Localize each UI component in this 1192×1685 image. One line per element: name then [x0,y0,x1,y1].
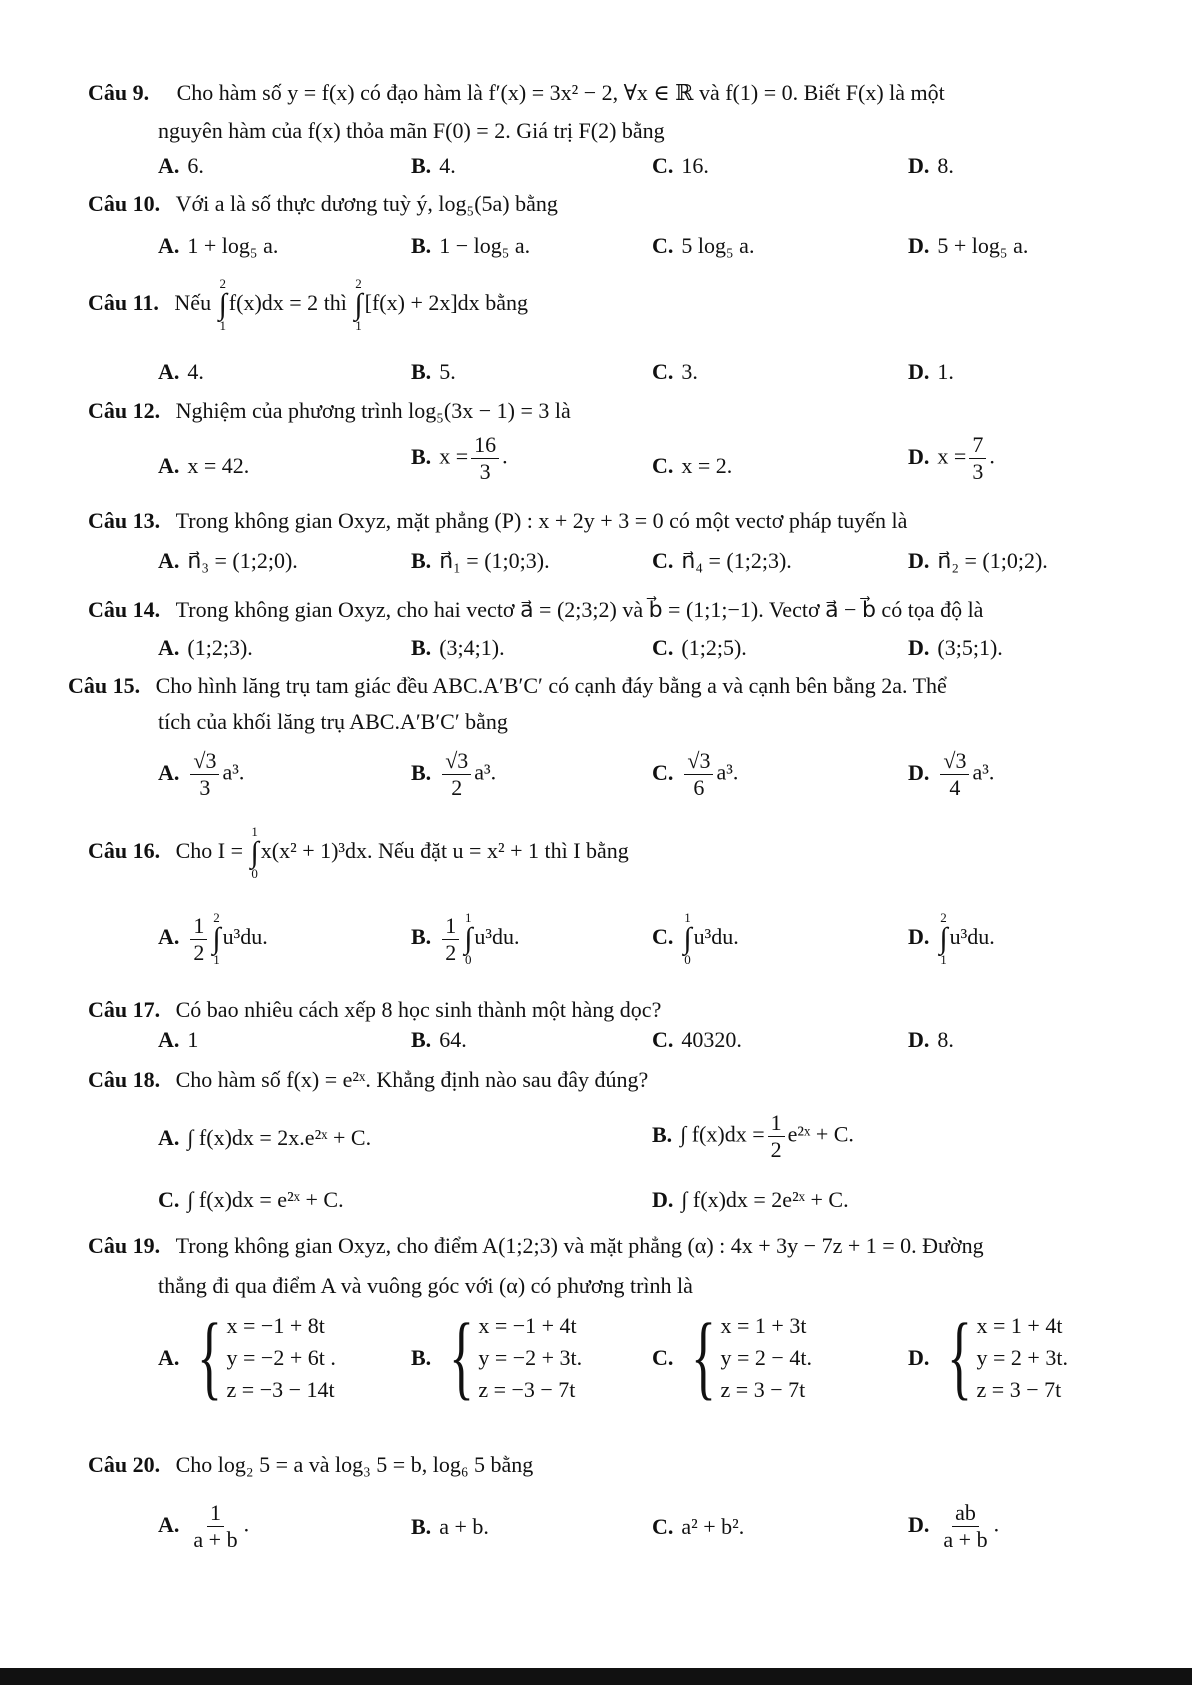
equation: z = 3 − 7t [976,1377,1062,1402]
equation: z = 3 − 7t [720,1377,806,1402]
option-label: C. [652,924,674,950]
option-label: D. [908,153,930,178]
upper-limit: 1 [465,910,472,925]
option-label: C. [652,1514,674,1539]
question-text: Nghiệm của phương trình log₅(3x − 1) = 3 là [175,398,571,423]
option-text: 1. [937,359,954,384]
integrand: x(x² + 1)³dx. [260,838,373,864]
question-13-line1 [88,507,907,535]
denominator: 3 [199,775,211,800]
option-label: B. [411,443,432,469]
option-a[interactable] [158,358,204,386]
option-text: 40320. [681,1027,742,1052]
option-b[interactable] [411,1305,583,1409]
option-text: 3. [681,359,698,384]
fraction [190,748,219,801]
equation: x = −1 + 4t [478,1313,577,1338]
option-d[interactable] [908,748,994,801]
equation: y = 2 + 3t. [976,1345,1068,1370]
lower-limit: 0 [684,952,691,967]
question-number: Câu 10. [88,191,161,216]
option-text: x = [439,443,469,469]
question-16-line1 [88,826,629,880]
option-label: A. [158,1027,180,1052]
option-text: 64. [439,1027,467,1052]
denominator: 2 [770,1137,782,1162]
numerator: 1 [768,1110,785,1137]
option-label: D. [652,1187,674,1212]
option-c[interactable] [652,358,698,386]
option-text: 1 + log₅ a. [187,233,279,258]
denominator: 4 [949,775,961,800]
option-label: D. [908,359,930,384]
option-label: A. [158,759,180,785]
question-number: Câu 15. [68,673,141,698]
integral-sign: 2 ∫ 1 [939,910,948,967]
option-text: 1 − log₅ a. [439,233,531,258]
equation: y = −2 + 6t . [226,1345,336,1370]
option-label: B. [411,548,432,573]
option-label: B. [411,924,432,950]
option-b[interactable] [411,748,496,801]
question-17-line1 [88,996,661,1024]
option-a[interactable] [158,634,253,662]
denominator: 3 [479,459,491,484]
numerator: √3 [442,748,471,775]
question-number: Câu 11. [88,290,159,316]
question-text: Cho I = [175,838,244,864]
option-text: a³. [716,759,739,785]
option-a[interactable] [158,1124,371,1152]
upper-limit: 1 [251,824,258,839]
option-text: 8. [937,153,954,178]
numerator: √3 [940,748,969,775]
option-d[interactable] [908,912,995,966]
option-a[interactable] [158,748,244,801]
question-number: Câu 12. [88,398,161,423]
option-c[interactable] [652,912,739,966]
integral-sign: 1 ∫ 0 [464,910,473,967]
question-9-line1 [88,79,945,107]
option-b[interactable] [411,152,456,180]
question-number: Câu 19. [88,1233,161,1258]
option-text: ∫ f(x)dx = [680,1121,765,1147]
option-label: D. [908,548,930,573]
question-10-line1 [88,190,558,218]
integrand: f(x)dx = 2 [228,290,319,316]
equation: x = −1 + 8t [226,1313,325,1338]
upper-limit: 2 [355,276,362,291]
option-a[interactable] [158,547,298,575]
numerator: 7 [969,432,986,459]
option-d[interactable] [908,152,954,180]
numerator: 16 [471,432,499,459]
option-label: A. [158,635,180,660]
option-c[interactable] [652,634,747,662]
question-9-line2: nguyên hàm của f(x) thỏa mãn F(0) = 2. Giá trị F(2) bằng [158,118,665,143]
fraction [190,1500,240,1553]
option-label: A. [158,1125,180,1150]
option-d[interactable] [908,232,1028,260]
option-a[interactable] [158,232,278,260]
option-text: x = 42. [187,453,250,478]
lower-limit: 0 [251,866,258,881]
option-c[interactable] [652,452,732,480]
option-b[interactable] [411,547,550,575]
option-b[interactable] [411,634,505,662]
option-label: C. [652,359,674,384]
numerator: 1 [442,913,459,940]
option-text: (1;2;3). [187,635,253,660]
option-text: 4. [187,359,204,384]
option-a[interactable] [158,1026,198,1054]
denominator: 3 [972,459,984,484]
option-text: n⃗₂ = (1;0;2). [937,548,1048,573]
option-label: D. [908,924,930,950]
equation: z = −3 − 7t [478,1377,576,1402]
option-text: 1 [187,1027,199,1052]
lower-limit: 0 [465,952,472,967]
option-label: B. [411,635,432,660]
option-b[interactable] [411,358,456,386]
question-19-line1 [88,1232,984,1260]
integral-sign: 1 ∫ 0 [683,910,692,967]
option-c[interactable] [652,1026,742,1054]
integrand: u³du. [222,924,268,950]
integrand: u³du. [474,924,520,950]
question-number: Câu 16. [88,838,161,864]
question-number: Câu 18. [88,1067,161,1092]
integrand: u³du. [693,924,739,950]
fraction [442,913,459,966]
option-c[interactable] [652,1513,744,1541]
numerator: 1 [190,913,207,940]
option-text: a² + b². [681,1514,745,1539]
option-text: n⃗₄ = (1;2;3). [681,548,792,573]
fraction [940,1500,990,1553]
question-number: Câu 13. [88,508,161,533]
option-text: n⃗₃ = (1;2;0). [187,548,298,573]
question-text: Nếu [174,290,212,316]
option-label: B. [411,1514,432,1539]
integral-sign: 2 ∫ 1 [354,276,363,333]
upper-limit: 1 [684,910,691,925]
option-label: C. [652,1345,674,1370]
equation-system: { x = −1 + 4t y = −2 + 3t. z = −3 − 7t [449,1305,583,1409]
question-12-line1 [88,397,571,425]
option-label: A. [158,548,180,573]
fraction [442,748,471,801]
option-text: (1;2;5). [681,635,747,660]
option-label: C. [652,153,674,178]
numerator: √3 [190,748,219,775]
option-d[interactable] [908,1305,1068,1409]
option-text: 4. [439,153,456,178]
option-label: D. [908,1345,930,1370]
lower-limit: 1 [355,318,362,333]
equation-system: { x = 1 + 3t y = 2 − 4t. z = 3 − 7t [691,1305,812,1409]
option-c[interactable] [652,1305,812,1409]
numerator: ab [952,1500,979,1527]
option-label: B. [411,759,432,785]
denominator: a + b [193,1527,238,1552]
option-label: B. [411,1345,432,1370]
option-label: A. [158,153,180,178]
option-b[interactable] [411,1513,489,1541]
option-text: 6. [187,153,204,178]
option-c[interactable] [652,152,709,180]
question-18-line1 [88,1066,648,1094]
option-text: a³. [474,759,497,785]
question-text: Có bao nhiêu cách xếp 8 học sinh thành một hàng dọc? [175,997,662,1022]
question-number: Câu 9. [88,80,150,105]
option-d[interactable] [908,358,954,386]
option-label: B. [652,1121,673,1147]
question-number: Câu 17. [88,997,161,1022]
option-text: e²ˣ + C. [787,1121,854,1147]
option-label: D. [908,635,930,660]
option-c[interactable] [652,232,754,260]
option-label: C. [652,635,674,660]
option-label: A. [158,359,180,384]
option-label: D. [908,1511,930,1537]
denominator: 2 [445,939,457,965]
question-text: Nếu đặt u = x² + 1 thì I bằng [378,838,629,864]
option-label: D. [908,443,930,469]
option-text: . [243,1511,250,1537]
question-text: Cho log₂ 5 = a và log₃ 5 = b, log₆ 5 bằng [175,1452,534,1477]
integrand: u³du. [949,924,995,950]
denominator: a + b [943,1527,988,1552]
denominator: 6 [693,775,705,800]
equation: z = −3 − 14t [226,1377,335,1402]
option-label: B. [411,233,432,258]
option-label: A. [158,924,180,950]
option-text: ∫ f(x)dx = 2e²ˣ + C. [681,1187,849,1212]
option-label: C. [652,548,674,573]
option-label: C. [652,1027,674,1052]
equation: x = 1 + 4t [976,1313,1063,1338]
option-text: x = 2. [681,453,733,478]
question-text: bằng [485,290,528,316]
question-text: Trong không gian Oxyz, cho điểm A(1;2;3) và mặt phẳng (α) : 4x + 3y − 7z + 1 = 0. Đường [175,1233,984,1258]
option-text: 8. [937,1027,954,1052]
option-label: B. [411,1027,432,1052]
option-label: D. [908,233,930,258]
fraction [471,432,499,485]
question-20-line1 [88,1451,533,1479]
option-label: B. [411,359,432,384]
option-a[interactable] [158,1305,336,1409]
option-d[interactable] [908,634,1003,662]
option-label: A. [158,1345,180,1370]
denominator: 2 [193,939,205,965]
option-text: 16. [681,153,709,178]
option-label: C. [652,453,674,478]
option-label: C. [158,1187,180,1212]
option-text: n⃗₁ = (1;0;3). [439,548,550,573]
equation: x = 1 + 3t [720,1313,807,1338]
fraction [969,432,986,485]
option-c[interactable] [652,748,738,801]
option-b[interactable] [652,1110,854,1163]
equation: y = −2 + 3t. [478,1345,583,1370]
option-text: . [502,443,508,469]
fraction [190,913,207,966]
option-text: a + b. [439,1514,489,1539]
option-label: B. [411,153,432,178]
question-14-line1 [88,596,983,624]
option-d[interactable] [908,547,1048,575]
option-label: A. [158,453,180,478]
question-11-line1 [88,278,528,332]
question-number: Câu 14. [88,597,161,622]
option-text: 5 + log₅ a. [937,233,1029,258]
option-d[interactable] [908,1500,999,1553]
option-text: ∫ f(x)dx = e²ˣ + C. [187,1187,344,1212]
upper-limit: 2 [219,276,226,291]
option-a[interactable] [158,912,268,966]
option-a[interactable] [158,1500,249,1553]
option-label: A. [158,233,180,258]
question-text: Trong không gian Oxyz, mặt phẳng (P) : x + 2y + 3 = 0 có một vectơ pháp tuyến là [175,508,908,533]
option-text: ∫ f(x)dx = 2x.e²ˣ + C. [187,1125,372,1150]
lower-limit: 1 [213,952,220,967]
option-d[interactable] [908,1026,954,1054]
equation: y = 2 − 4t. [720,1345,812,1370]
numerator: √3 [684,748,713,775]
question-15-line1 [68,672,947,700]
option-d[interactable] [908,432,995,485]
option-text: (3;5;1). [937,635,1003,660]
option-b[interactable] [411,1026,467,1054]
question-text: Cho hàm số y = f(x) có đạo hàm là f′(x) = 3x² − 2, ∀x ∈ ℝ và f(1) = 0. Biết F(x) là một [176,80,945,105]
question-15-line2: tích của khối lăng trụ ABC.A′B′C′ bằng [158,709,508,734]
option-text: x = [937,443,967,469]
option-d[interactable] [652,1186,849,1214]
equation-system: { x = 1 + 4t y = 2 + 3t. z = 3 − 7t [947,1305,1068,1409]
question-text: Với a là số thực dương tuỳ ý, log₅(5a) bằng [175,191,558,216]
option-c[interactable] [158,1186,344,1214]
question-text: thì [323,290,347,316]
option-text: . [989,443,995,469]
denominator: 2 [451,775,463,800]
integral-sign: 2 ∫ 1 [218,276,227,333]
option-label: D. [908,759,930,785]
fraction [940,748,969,801]
option-b[interactable] [411,232,530,260]
option-label: C. [652,233,674,258]
question-text: Trong không gian Oxyz, cho hai vectơ a⃗ = (2;3;2) và b⃗ = (1;1;−1). Vectơ a⃗ − b⃗ có tọa độ là [175,597,984,622]
equation-system: { x = −1 + 8t y = −2 + 6t . z = −3 − 14t [197,1305,336,1409]
lower-limit: 1 [219,318,226,333]
upper-limit: 2 [213,910,220,925]
question-text: Cho hình lăng trụ tam giác đều ABC.A′B′C′ có cạnh đáy bằng a và cạnh bên bằng 2a. Thể [155,673,947,698]
question-text: Cho hàm số f(x) = e²ˣ. Khẳng định nào sau đây đúng? [175,1067,649,1092]
integrand: [f(x) + 2x]dx [364,290,480,316]
option-a[interactable] [158,152,204,180]
page-bottom-border [0,1668,1192,1685]
integral-sign: 1 ∫ 0 [250,824,259,881]
numerator: 1 [207,1500,224,1527]
question-19-line2: thẳng đi qua điểm A và vuông góc với (α) có phương trình là [158,1273,693,1298]
option-b[interactable] [411,912,520,966]
upper-limit: 2 [940,910,947,925]
integral-sign: 2 ∫ 1 [212,910,221,967]
option-a[interactable] [158,452,249,480]
option-text: . [993,1511,1000,1537]
option-label: A. [158,1511,180,1537]
option-text: a³. [972,759,995,785]
fraction [684,748,713,801]
option-c[interactable] [652,547,792,575]
fraction [768,1110,785,1163]
question-number: Câu 20. [88,1452,161,1477]
option-b[interactable] [411,432,508,485]
option-label: D. [908,1027,930,1052]
option-text: (3;4;1). [439,635,505,660]
option-label: C. [652,759,674,785]
option-text: 5. [439,359,456,384]
lower-limit: 1 [940,952,947,967]
option-text: 5 log₅ a. [681,233,755,258]
option-text: a³. [222,759,245,785]
